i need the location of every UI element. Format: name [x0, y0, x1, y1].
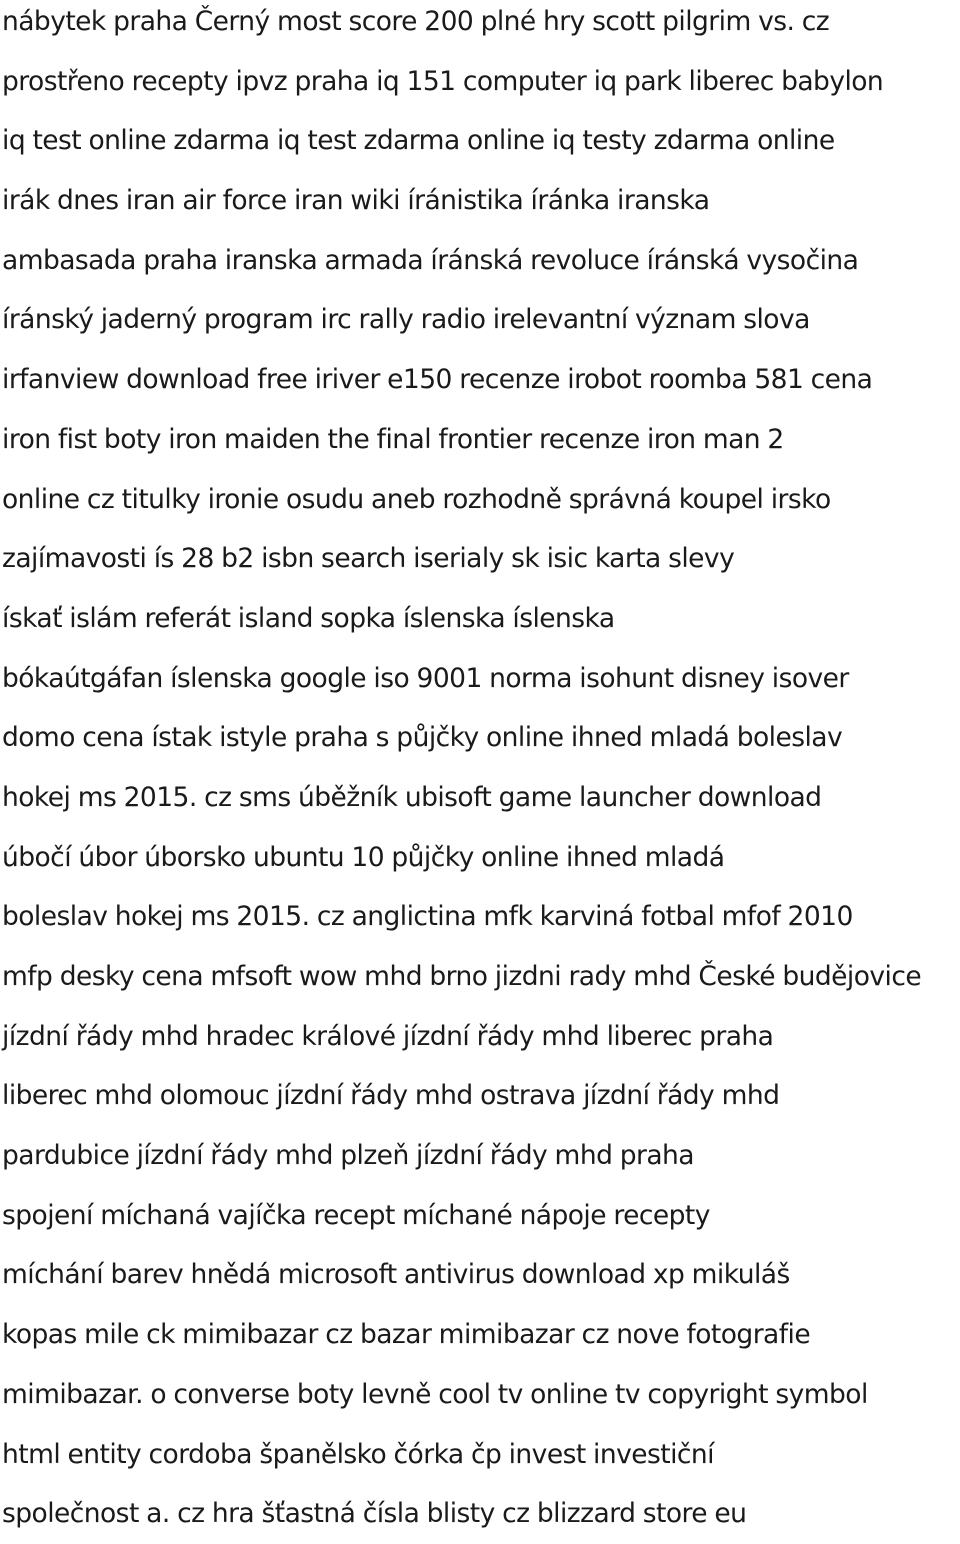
- text-line: online cz titulky ironie osudu aneb rozhodně správná koupel irsko: [2, 483, 831, 515]
- text-line: irák dnes iran air force iran wiki íránistika íránka iranska: [2, 185, 710, 217]
- text-line: liberec mhd olomouc jízdní řády mhd ostrava jízdní řády mhd: [2, 1080, 780, 1112]
- text-line: míchání barev hnědá microsoft antivirus download xp mikuláš: [2, 1259, 790, 1291]
- text-line: pardubice jízdní řády mhd plzeň jízdní řády mhd praha: [2, 1140, 694, 1172]
- text-line: mimibazar. o converse boty levně cool tv online tv copyright symbol: [2, 1378, 868, 1410]
- text-line: prostřeno recepty ipvz praha iq 151 computer iq park liberec babylon: [2, 65, 884, 97]
- text-line: hokej ms 2015. cz sms úběžník ubisoft game launcher download: [2, 781, 822, 813]
- text-line: úbočí úbor úborsko ubuntu 10 půjčky online ihned mladá: [2, 841, 725, 873]
- text-line: bókaútgáfan íslenska google iso 9001 norma isohunt disney isover: [2, 662, 849, 694]
- text-line: irfanview download free iriver e150 recenze irobot roomba 581 cena: [2, 364, 873, 396]
- text-line: iron fist boty iron maiden the final frontier recenze iron man 2: [2, 423, 784, 455]
- text-line: nábytek praha Černý most score 200 plné hry scott pilgrim vs. cz: [2, 6, 830, 37]
- text-line: mfp desky cena mfsoft wow mhd brno jizdni rady mhd České budějovice: [2, 961, 922, 992]
- text-line: ískať islám referát island sopka íslenska íslenska: [2, 602, 615, 634]
- text-line: ambasada praha iranska armada íránská revoluce íránská vysočina: [2, 244, 859, 276]
- text-line: boleslav hokej ms 2015. cz anglictina mfk karviná fotbal mfof 2010: [2, 901, 853, 933]
- text-line: domo cena ístak istyle praha s půjčky online ihned mladá boleslav: [2, 722, 843, 754]
- text-line: íránský jaderný program irc rally radio irelevantní význam slova: [2, 304, 810, 336]
- text-line: jízdní řády mhd hradec králové jízdní řády mhd liberec praha: [2, 1020, 774, 1052]
- text-line: spojení míchaná vajíčka recept míchané nápoje recepty: [2, 1199, 710, 1231]
- text-line: kopas mile ck mimibazar cz bazar mimibazar cz nove fotografie: [2, 1319, 811, 1351]
- text-line: společnost a. cz hra šťastná čísla blisty cz blizzard store eu: [2, 1498, 747, 1530]
- text-line: iq test online zdarma iq test zdarma online iq testy zdarma online: [2, 125, 835, 157]
- text-line: zajímavosti ís 28 b2 isbn search iserialy sk isic karta slevy: [2, 543, 735, 575]
- text-line: html entity cordoba španělsko čórka čp invest investiční: [2, 1438, 714, 1470]
